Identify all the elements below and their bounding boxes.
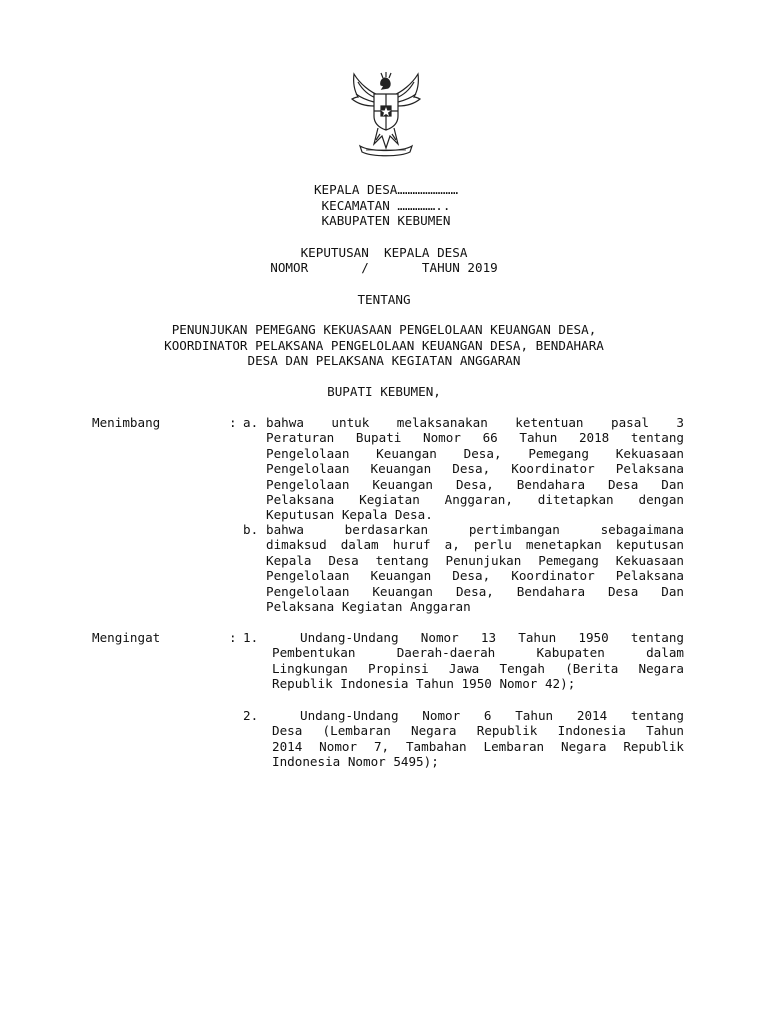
text-line: Peraturan Bupati Nomor 66 Tahun 2018 tentang [266, 430, 684, 446]
decree-number: NOMOR / TAHUN 2019 [270, 260, 498, 275]
decree-title: KEPUTUSAN KEPALA DESA [300, 245, 468, 260]
garuda-emblem [336, 64, 436, 164]
menimbang-item-a-text [266, 415, 684, 523]
text-line: Pengelolaan Keuangan Desa, Koordinator Pelaksana [266, 461, 684, 477]
text-line: bahwa untuk melaksanakan ketentuan pasal 3 [266, 415, 684, 430]
text-line: dimaksud dalam huruf a, perlu menetapkan keputusan [266, 537, 684, 553]
subject-line-2: KOORDINATOR PELAKSANA PENGELOLAAN KEUANGAN DESA, BENDAHARA [164, 338, 604, 353]
text-line: Undang-Undang Nomor 6 Tahun 2014 tentang [300, 708, 684, 723]
text-line: Pelaksana Kegiatan Anggaran [266, 599, 471, 615]
menimbang-colon: : [229, 415, 237, 430]
subject-line-3: DESA DAN PELAKSANA KEGIATAN ANGGARAN [247, 353, 521, 368]
text-line: Pengelolaan Keuangan Desa, Koordinator Pelaksana [266, 568, 684, 584]
text-line: Keputusan Kepala Desa. [266, 507, 433, 523]
text-line: Pengelolaan Keuangan Desa, Bendahara Desa Dan [266, 583, 684, 599]
text-line: Kepala Desa tentang Penunjukan Pemegang Kekuasaan [266, 552, 684, 568]
mengingat-item-2-text [272, 708, 684, 770]
mengingat-colon: : [229, 630, 237, 645]
text-line: 2014 Nomor 7, Tambahan Lembaran Negara Republik [272, 738, 684, 754]
text-line: Indonesia Nomor 5495); [272, 754, 439, 770]
text-line: bahwa berdasarkan pertimbangan sebagaimana [266, 522, 684, 537]
text-line: Desa (Lembaran Negara Republik Indonesia Tahun [272, 723, 684, 739]
mengingat-item-1-marker: 1. [243, 630, 259, 645]
mengingat-label: Mengingat [92, 630, 161, 645]
mengingat-item-2-marker: 2. [243, 708, 259, 723]
menimbang-item-b-text [266, 522, 684, 614]
text-line: Republik Indonesia Tahun 1950 Nomor 42); [272, 676, 576, 692]
menimbang-item-b-marker: b. [243, 522, 259, 537]
header-line-2: KECAMATAN …………….. [321, 198, 451, 213]
subject-line-1: PENUNJUKAN PEMEGANG KEKUASAAN PENGELOLAAN KEUANGAN DESA, [171, 322, 597, 337]
menimbang-item-a-marker: a. [243, 415, 259, 430]
header-line-1: KEPALA DESA…………………… [313, 182, 459, 197]
header-line-3: KABUPATEN KEBUMEN [321, 213, 451, 228]
text-line: Undang-Undang Nomor 13 Tahun 1950 tentang [300, 630, 684, 645]
text-line: Pengelolaan Keuangan Desa, Bendahara Desa Dan [266, 476, 684, 492]
text-line: Pengelolaan Keuangan Desa, Pemegang Kekuasaan [266, 445, 684, 461]
mengingat-item-1-text [272, 630, 684, 692]
text-line: Pelaksana Kegiatan Anggaran, ditetapkan dengan [266, 492, 684, 508]
text-line: Pembentukan Daerah-daerah Kabupaten dalam [272, 645, 684, 661]
official-heading: BUPATI KEBUMEN, [327, 384, 441, 399]
text-line: Lingkungan Propinsi Jawa Tengah (Berita Negara [272, 660, 684, 676]
tentang-heading: TENTANG [357, 292, 411, 307]
menimbang-label: Menimbang [92, 415, 161, 430]
